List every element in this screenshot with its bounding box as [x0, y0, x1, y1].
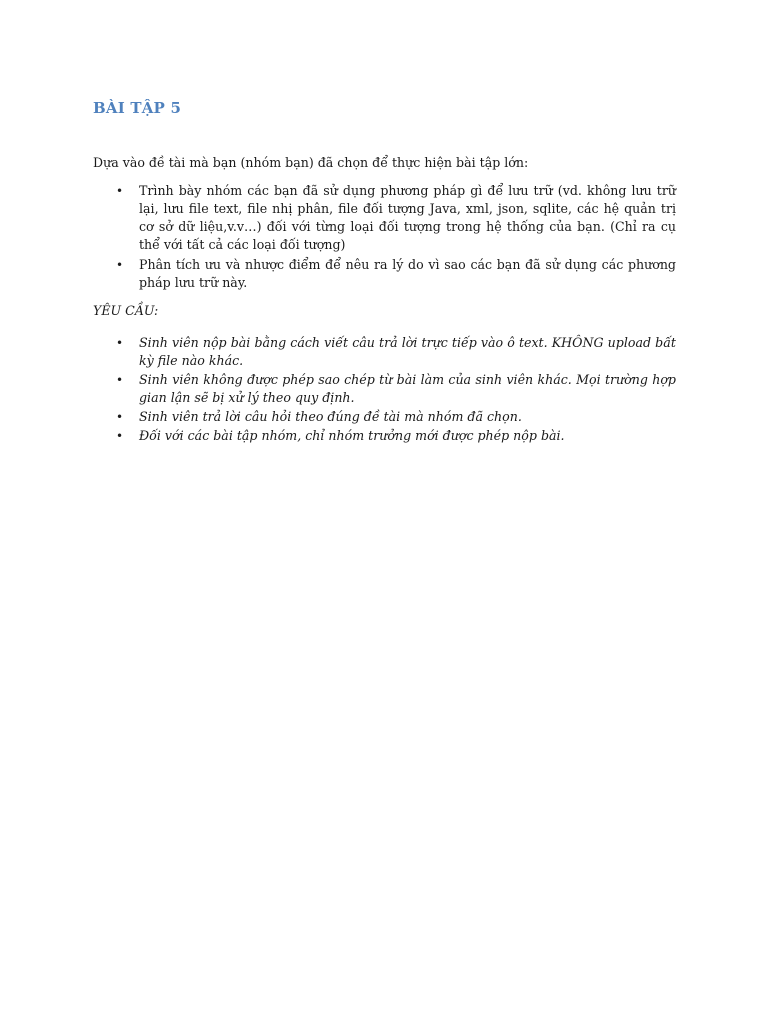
list-item [93, 408, 676, 426]
requirements-label: YÊU CẦU: [93, 303, 159, 318]
requirements-list [93, 334, 676, 445]
bullet-icon: • [116, 429, 124, 443]
task-list [93, 182, 676, 292]
task-text: Trình bày nhóm các bạn đã sử dụng phương pháp gì để lưu trữ (vd. không lưu trữ lại, lưu file text, file nhị phân, file đối tượng Java, xml, json, sqlite, các hệ quản trị cơ sở dữ liệu,v.v…) đối với từng loại đối tượng trong hệ thống của bạn. (Chỉ ra cụ thể với tất cả các loại đối tượng) [139, 183, 676, 252]
list-item [93, 371, 676, 407]
bullet-icon: • [116, 373, 124, 387]
bullet-icon: • [116, 336, 124, 350]
bullet-icon: • [116, 410, 124, 424]
requirement-text: Đối với các bài tập nhóm, chỉ nhóm trưởng mới được phép nộp bài. [139, 428, 565, 443]
list-item [93, 334, 676, 370]
requirement-text: Sinh viên trả lời câu hỏi theo đúng đề tài mà nhóm đã chọn. [139, 409, 522, 424]
list-item [93, 256, 676, 292]
intro-paragraph: Dựa vào đề tài mà bạn (nhóm bạn) đã chọn để thực hiện bài tập lớn: [93, 155, 529, 170]
list-item [93, 182, 676, 254]
task-text: Phân tích ưu và nhược điểm để nêu ra lý do vì sao các bạn đã sử dụng các phương pháp lưu trữ này. [139, 257, 676, 290]
exercise-heading: BÀI TẬP 5 [93, 99, 182, 117]
requirement-text: Sinh viên không được phép sao chép từ bài làm của sinh viên khác. Mọi trường hợp gian lận sẽ bị xử lý theo quy định. [139, 372, 676, 405]
list-item [93, 427, 676, 445]
document-content [93, 96, 676, 446]
bullet-icon: • [116, 258, 124, 272]
requirement-text: Sinh viên nộp bài bằng cách viết câu trả lời trực tiếp vào ô text. KHÔNG upload bất kỳ file nào khác. [139, 335, 676, 368]
bullet-icon: • [116, 184, 124, 198]
